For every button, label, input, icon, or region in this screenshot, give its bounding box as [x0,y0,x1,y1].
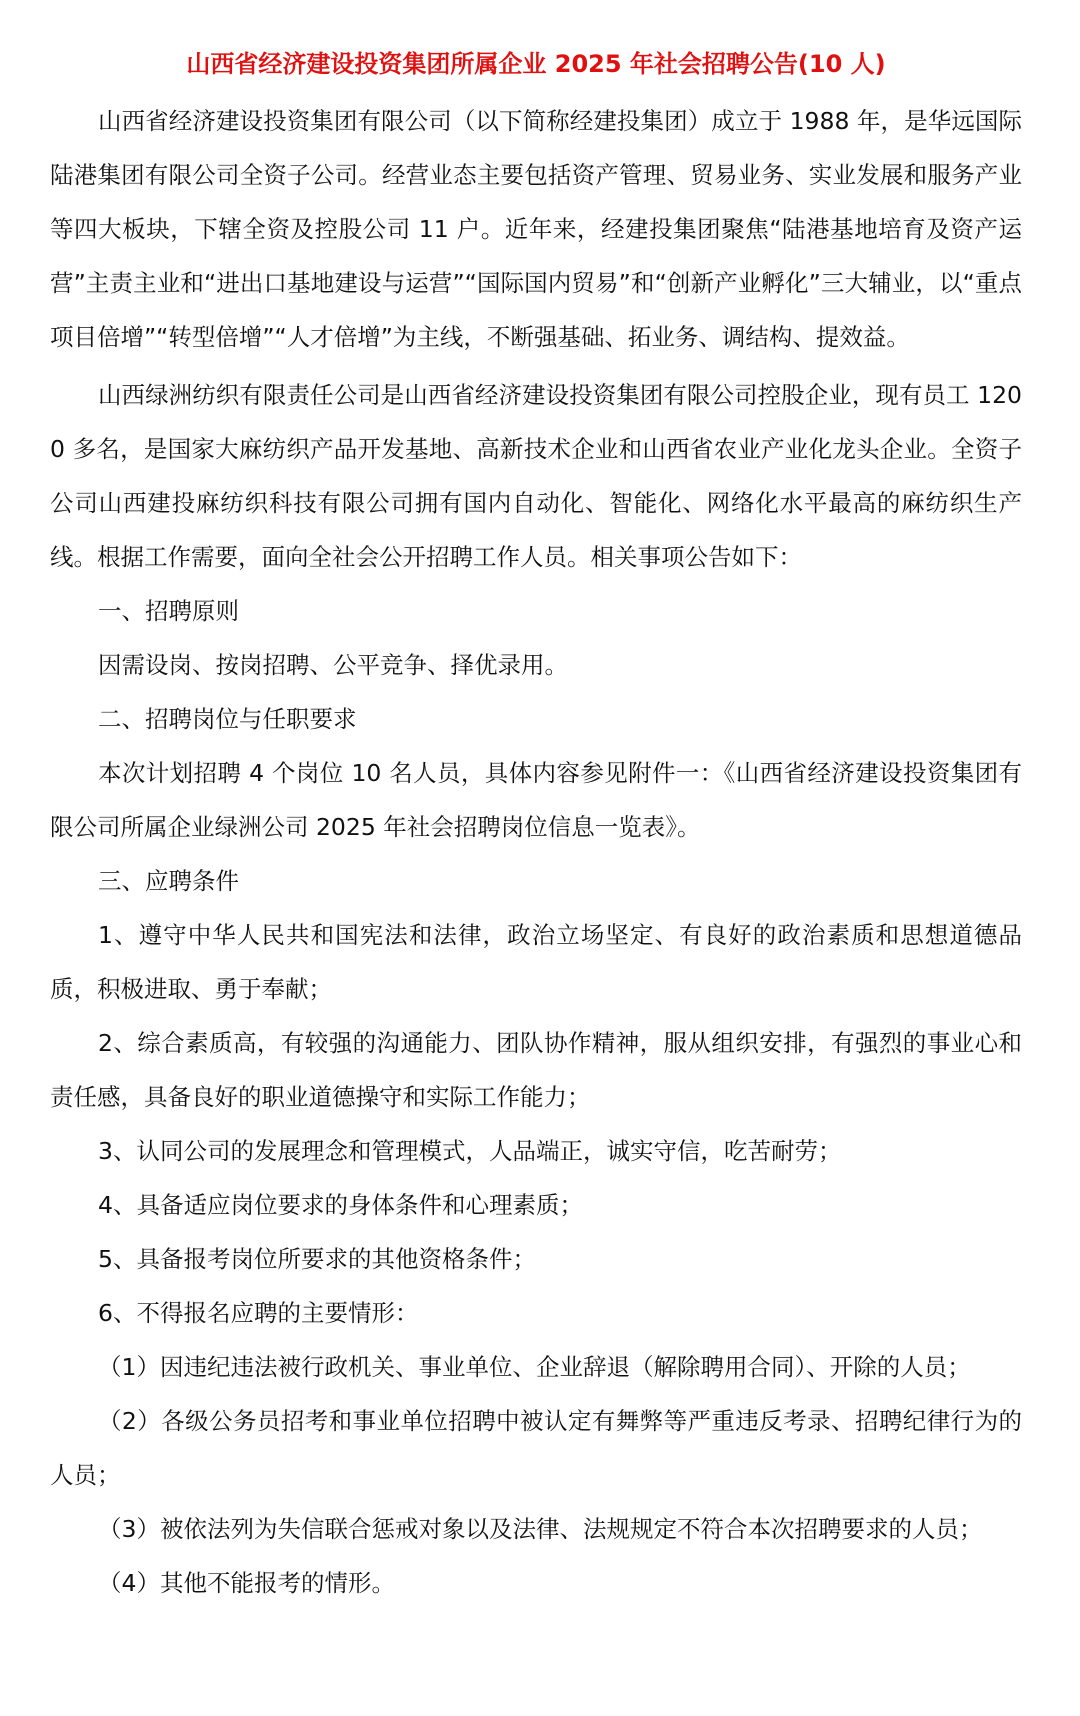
principles-text: 因需设岗、按岗招聘、公平竞争、择优录用。 [98,651,568,679]
exclusion-item-2: （2）各级公务员招考和事业单位招聘中被认定有舞弊等严重违反考录、招聘纪律行为的人员； [50,1407,1022,1489]
condition-item-4: 4、具备适应岗位要求的身体条件和心理素质； [98,1191,583,1219]
exclusion-item-1: （1）因违纪违法被行政机关、事业单位、企业辞退（解除聘用合同）、开除的人员； [98,1353,971,1381]
document-title: 山西省经济建设投资集团所属企业 2025 年社会招聘公告(10 人) [186,50,886,78]
section-heading-principles: 一、招聘原则 [98,597,239,625]
intro-paragraph-company: 山西绿洲纺织有限责任公司是山西省经济建设投资集团有限公司控股企业，现有员工 1200 多名，是国家大麻纺织产品开发基地、高新技术企业和山西省农业产业化龙头企业。全资子公司山西建投麻纺织科技有限公司拥有国内自动化、智能化、网络化水平最高的麻纺织生产线。根据工作需要，面向全社会公开招聘工作人员。相关事项公告如下： [50,381,1022,571]
condition-item-2: 2、综合素质高，有较强的沟通能力、团队协作精神，服从组织安排，有强烈的事业心和责任感，具备良好的职业道德操守和实际工作能力； [50,1029,1022,1111]
section-heading-conditions: 三、应聘条件 [98,867,239,895]
exclusion-item-4: （4）其他不能报考的情形。 [98,1569,395,1597]
section-heading-positions: 二、招聘岗位与任职要求 [98,705,357,733]
exclusion-item-3: （3）被依法列为失信联合惩戒对象以及法律、法规规定不符合本次招聘要求的人员； [98,1515,983,1543]
condition-item-3: 3、认同公司的发展理念和管理模式，人品端正，诚实守信，吃苦耐劳； [98,1137,842,1165]
condition-item-6: 6、不得报名应聘的主要情形： [98,1299,419,1327]
condition-item-1: 1、遵守中华人民共和国宪法和法律，政治立场坚定、有良好的政治素质和思想道德品质，积极进取、勇于奉献； [50,921,1022,1003]
condition-item-5: 5、具备报考岗位所要求的其他资格条件； [98,1245,536,1273]
positions-text: 本次计划招聘 4 个岗位 10 名人员，具体内容参见附件一：《山西省经济建设投资集团有限公司所属企业绿洲公司 2025 年社会招聘岗位信息一览表》。 [50,759,1022,841]
intro-paragraph-group: 山西省经济建设投资集团有限公司（以下简称经建投集团）成立于 1988 年，是华远国际陆港集团有限公司全资子公司。经营业态主要包括资产管理、贸易业务、实业发展和服务产业等四大板块，下辖全资及控股公司 11 户。近年来，经建投集团聚焦“陆港基地培育及资产运营”主责主业和“进出口基地建设与运营”“国际国内贸易”和“创新产业孵化”三大辅业，以“重点项目倍增”“转型倍增”“人才倍增”为主线，不断强基础、拓业务、调结构、提效益。 [50,107,1022,351]
